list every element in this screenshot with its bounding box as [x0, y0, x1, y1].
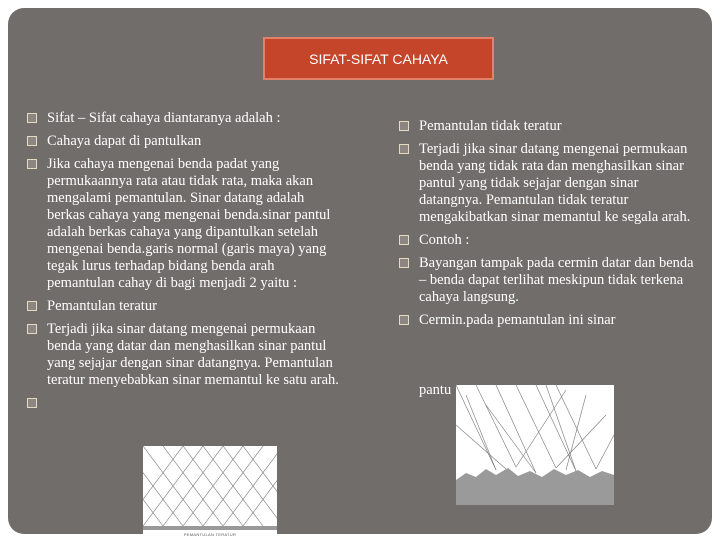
left-column [27, 110, 345, 395]
bullet-icon [27, 324, 37, 334]
bullet-icon [399, 121, 409, 131]
list-item: Cermin.pada pemantulan ini sinar [399, 312, 699, 329]
bullet-icon [27, 136, 37, 146]
bullet-icon [399, 144, 409, 154]
slide-title [263, 37, 494, 80]
regular-reflection-diagram [143, 446, 277, 538]
bullet-icon [27, 398, 37, 408]
list-item: Terjadi jika sinar datang mengenai permukaan benda yang datar dan menghasilkan sinar pantul yang sejajar dengan sinar datangnya. Pemantulan teratur menyebabkan sinar memantul ke satu arah. [27, 321, 345, 389]
bullet-icon [399, 315, 409, 325]
diffuse-reflection-diagram [456, 385, 614, 505]
list-item: Jika cahaya mengenai benda padat yang permukaannya rata atau tidak rata, maka akan mengalami pemantulan. Sinar datang adalah berkas cahaya yang mengenai benda.sinar pantul adalah berkas cahaya yang dipantulkan setelah mengenai benda.garis normal (garis maya) yang tegak lurus terhadap bidang benda arah pemantulan cahay di bagi menjadi 2 yaitu : [27, 156, 345, 292]
bullet-icon [27, 301, 37, 311]
list-item: Bayangan tampak pada cermin datar dan benda – benda dapat terlihat meskipun tidak terkena cahaya langsung. [399, 255, 699, 306]
bullet-icon [27, 113, 37, 123]
figure-caption: PEMANTULAN TERATUR [183, 532, 237, 537]
bullet-icon [399, 258, 409, 268]
bullet-icon [27, 159, 37, 169]
list-item: Cahaya dapat di pantulkan [27, 133, 345, 150]
regular-reflection-figure [143, 446, 277, 538]
right-trailing-text: pantu [419, 382, 452, 398]
list-item: Sifat – Sifat cahaya diantaranya adalah : [27, 110, 345, 127]
slide-title-text: SIFAT-SIFAT CAHAYA [309, 50, 448, 67]
right-column [399, 118, 699, 335]
list-item: Pemantulan tidak teratur [399, 118, 699, 135]
bullet-icon [399, 235, 409, 245]
diffuse-reflection-figure [456, 385, 614, 505]
list-item: Contoh : [399, 232, 699, 249]
list-item: Terjadi jika sinar datang mengenai permukaan benda yang tidak rata dan menghasilkan sinar pantul yang tidak sejajar dengan sinar datangnya. Pemantulan tidak teratur mengakibatkan sinar memantul ke segala arah. [399, 141, 699, 226]
list-item: Pemantulan teratur [27, 298, 345, 315]
